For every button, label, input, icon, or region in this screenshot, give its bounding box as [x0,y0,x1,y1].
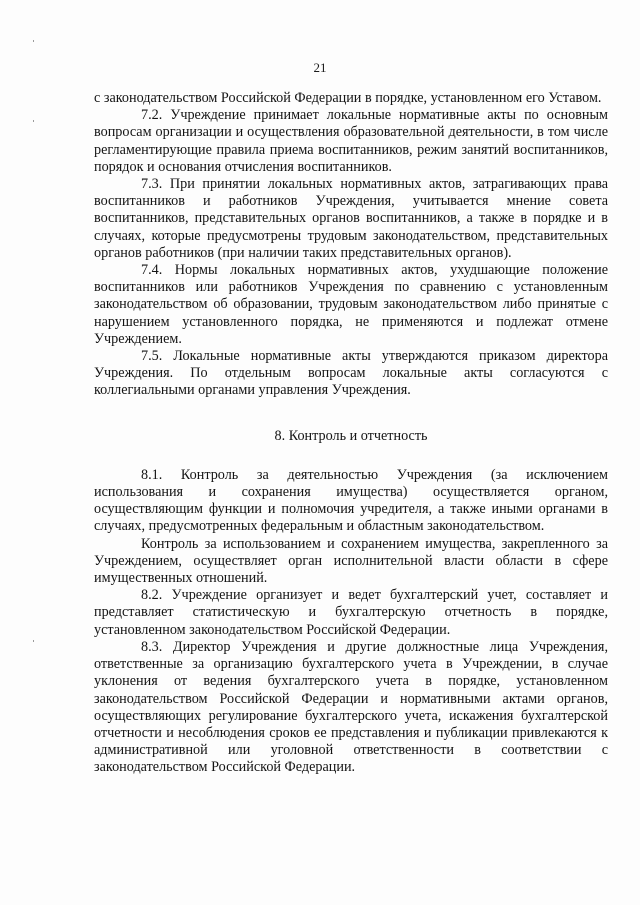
paragraph-7-2: 7.2. Учреждение принимает локальные нормативные акты по основным вопросам организации и осуществления образовательной деятельности, в том числе регламентирующие правила приема воспитанников, режим занятий воспитанников, порядок и основания отчисления воспитанников. [94,107,608,175]
section-heading: 8. Контроль и отчетность [274,427,428,444]
paragraph-7-4: 7.4. Нормы локальных нормативных актов, ухудшающие положение воспитанников или работников Учреждения по сравнению с установленным законодательством об образовании, трудовым законодательством либо принятые с нарушением установленного порядка, не применяются и подлежат отмене Учреждением. [94,262,608,347]
scan-margin-mark [33,40,34,42]
scan-margin-mark [33,120,34,122]
paragraph-8-2: 8.2. Учреждение организует и ведет бухгалтерский учет, составляет и представляет статистическую и бухгалтерскую отчетность в порядке, установленном законодательством Российской Федерации. [94,587,608,638]
scan-margin-mark [33,640,34,642]
paragraph-continuation: с законодательством Российской Федерации в порядке, установленном его Уставом. [94,90,602,106]
paragraph-8-1: 8.1. Контроль за деятельностью Учреждения (за исключением использования и сохранения имущества) осуществляется органом, осуществляющим функции и полномочия учредителя, а также иными органами в случаях, предусмотренных федеральным и областным законодательством. [94,466,608,535]
paragraph-7-3: 7.3. При принятии локальных нормативных актов, затрагивающих права воспитанников и работников Учреждения, учитывается мнение совета воспитанников, представительных органов воспитанников, а также в порядке и в случаях, которые предусмотрены трудовым законодательством, представительных органов работников (при наличии таких представительных органов). [94,176,608,261]
paragraph-8-1-property: Контроль за использованием и сохранением имущества, закрепленного за Учреждением, осуществляет орган исполнительной власти области в сфере имущественных отношений. [94,535,608,587]
paragraph-7-5: 7.5. Локальные нормативные акты утверждаются приказом директора Учреждения. По отдельным вопросам локальные акты согласуются с коллегиальными органами управления Учреждения. [94,348,608,399]
page-number: 21 [313,60,327,75]
document-body [94,90,608,777]
paragraph-8-3: 8.3. Директор Учреждения и другие должностные лица Учреждения, ответственные за организацию бухгалтерского учета в Учреждении, в случае уклонения от ведения бухгалтерского учета в порядке, установленном законодательством Российской Федерации и нормативными актами органов, осуществляющих регулирование бухгалтерского учета, искажения бухгалтерской отчетности и несоблюдения сроков ее представления и публикации привлекаются к административной или уголовной ответственности в соответствии с законодательством Российской Федерации. [94,638,608,776]
